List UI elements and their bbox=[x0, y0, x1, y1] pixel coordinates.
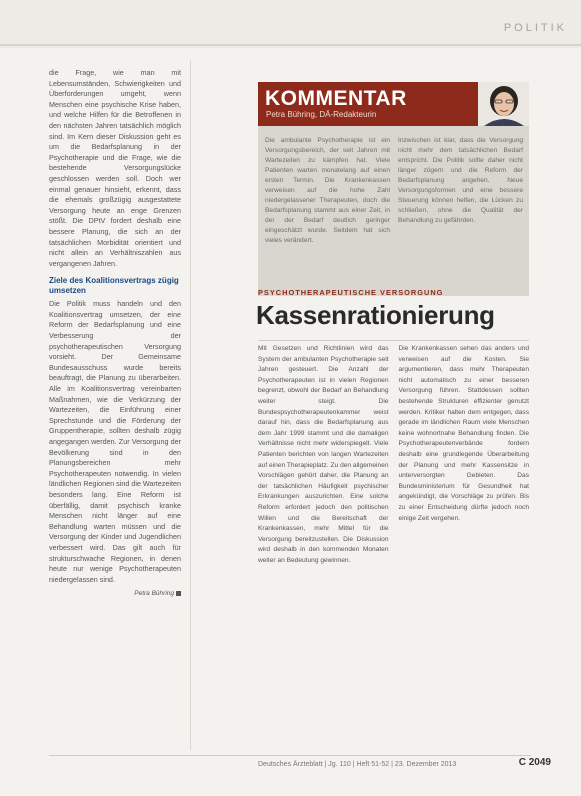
end-mark-icon bbox=[176, 591, 181, 596]
left-author-name: Petra Bühring bbox=[134, 590, 174, 598]
left-author bbox=[49, 590, 181, 597]
left-column bbox=[49, 68, 181, 597]
section-label: POLITIK bbox=[503, 22, 567, 34]
article-column-1: Mit Gesetzen und Richtlinien wird das System der ambulanten Psychotherapie seit Jahren gesteuert. Die Anzahl der Psychotherapeuten ist in vielen Regionen begrenzt, obwohl der Bedarf an Behandlung weiter steigt. Die Bundespsychotherapeutenkammer weist darauf hin, dass die Bedarfsplanung aus dem Jahr 1999 stammt und die damaligen Verhältnisse nicht mehr widerspiegelt. Viele Patienten berichten von langen Wartezeiten auf einen Therapieplatz. Zu den allgemeinen Vorschlägen gehört daher, die Planung an der tatsächlichen Häufigkeit psychischer Erkrankungen auszurichten. Eine solche Reform erfordert jedoch den politischen Willen und die Bereitschaft der Krankenkassen, mehr Mittel für die Versorgung bereitzustellen. Die Diskussion wird deshalb in den kommenden Monaten weiter an Bedeutung gewinnen. bbox=[258, 345, 389, 564]
left-paragraph-2: Die Politik muss handeln und den Koalitionsvertrag umsetzen, der eine Reform der Bedarfsplanung und eine Verbesserung der psychotherapeutischen Versorgung vorsieht. Der Gemeinsame Bundesausschuss wurde bereits beauftragt, die Planung zu überarbeiten. Alle im Koalitionsvertrag vereinbarten Maßnahmen, wie die Verkürzung der Wartezeiten, die Einführung einer Sprechstunde und die Förderung der Gruppentherapie, sollten deshalb zügig angegangen werden. Zur Versorgung der Bevölkerung sind in den Planungsbereichen mehr Psychotherapeuten notwendig. In vielen ländlichen Regionen sind die Wartezeiten besonders lang. Eine Reform ist überfällig, damit psychisch kranke Menschen nicht länger auf eine Behandlung warten müssen und die Versorgung der Kinder und Jugendlichen verbessert wird. Das gilt auch für strukturschwache Regionen, in denen heute nur wenige Psychotherapeuten niedergelassen sind. bbox=[49, 299, 181, 584]
header-band bbox=[0, 0, 581, 48]
comment-box bbox=[258, 82, 529, 296]
headline-divider bbox=[258, 340, 529, 341]
left-paragraph-1: die Frage, wie man mit Lebensumständen, Schwierigkeiten und Überforderungen umgeht, wenn Menschen eine psychische Krise haben, und welche Hilfen für die Betroffenen in den nächsten Jahren tatsächlich möglich sind. Im Kern dieser Diskussion geht es um die Bedarfsplanung in der Psychotherapie und die Frage, wie die bestehende Versorgungslücke geschlossen werden soll. Doch wer einmal genauer hinsieht, erkennt, dass die ehemals großzügig ausgestattete Versorgung heute an enge Grenzen stößt. Die DPtV fordert deshalb eine bessere Planung, die sich an der tatsächlichen Morbidität orientiert und nicht allein an Verhältniszahlen aus vergangenen Jahren. bbox=[49, 68, 181, 268]
column-divider bbox=[190, 60, 191, 750]
article-kicker: PSYCHOTHERAPEUTISCHE VERSORGUNG bbox=[258, 288, 444, 297]
page-code: C 2049 bbox=[518, 757, 551, 768]
comment-title: KOMMENTAR bbox=[265, 87, 407, 110]
footer-divider bbox=[49, 755, 531, 756]
header-divider bbox=[0, 44, 581, 46]
footer-journal-info: Deutsches Ärzteblatt | Jg. 110 | Heft 51-52 | 23. Dezember 2013 bbox=[258, 761, 457, 768]
comment-header bbox=[258, 82, 529, 126]
comment-column-1: Die ambulante Psychotherapie ist ein Versorgungsbereich, der seit Jahren mit Wartezeiten zu kämpfen hat. Viele Patienten warten monatelang auf einen ersten Termin. Die Krankenkassen verweisen auf die hohe Zahl niedergelassener Therapeuten, doch die Bedarfsplanung stammt aus einer Zeit, in der der Bedarf deutlich geringer eingeschätzt wurde. Seitdem hat sich vieles verändert. bbox=[265, 137, 390, 244]
article-body bbox=[258, 344, 529, 566]
portrait-illustration-icon bbox=[478, 82, 529, 126]
left-subheading: Ziele des Koalitionsvertrags zügig umsetzen bbox=[49, 276, 179, 296]
comment-byline: Petra Bühring, DÄ-Redakteurin bbox=[266, 110, 377, 119]
article-headline: Kassenrationierung bbox=[256, 300, 495, 330]
comment-body bbox=[265, 136, 523, 246]
article-column-2: Die Krankenkassen sehen das anders und verweisen auf die Kosten. Sie argumentieren, dass mehr Therapeuten nicht automatisch zu einer besseren Versorgung führen. Stattdessen sollten bestehende Strukturen effizienter genutzt werden. Kritiker halten dem entgegen, dass gerade im ländlichen Raum viele Menschen keine wohnortnahe Behandlung finden. Die Psychotherapeutenverbände fordern deshalb eine grundlegende Überarbeitung der Planung und mehr Kassensitze in unterversorgten Gebieten. Das Bundesministerium für Gesundheit hat angekündigt, die Vorschläge zu prüfen. Bis zu einer Entscheidung dürfte jedoch noch einige Zeit vergehen. bbox=[398, 345, 529, 522]
comment-column-2: Inzwischen ist klar, dass die Versorgung nicht mehr dem tatsächlichen Bedarf entspricht. Die Politik sollte daher nicht länger zögern und die Reform der Bedarfsplanung angehen. Neue Versorgungsformen und eine bessere Steuerung können helfen, die Lücken zu schließen, ohne die Qualität der Behandlung zu gefährden. bbox=[398, 137, 523, 224]
author-portrait-image bbox=[478, 82, 529, 126]
